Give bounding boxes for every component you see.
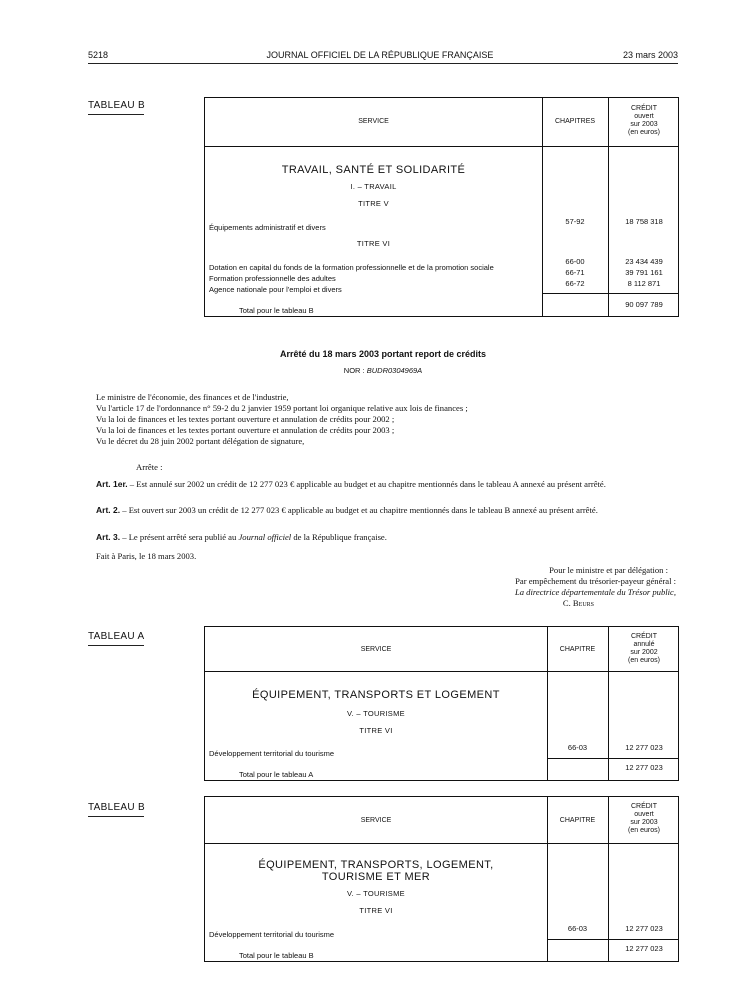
- titre-heading: TITRE VI: [359, 906, 393, 915]
- tableau-b2-table: [204, 796, 679, 962]
- total-value: 12 277 023: [625, 944, 663, 953]
- subsection-title: V. – TOURISME: [347, 889, 405, 898]
- nor-line: NOR : BUDR0304969A: [343, 366, 423, 375]
- col-header-chapitres: CHAPITRES: [554, 118, 596, 125]
- fait-a-paris: Fait à Paris, le 18 mars 2003.: [96, 551, 197, 561]
- total-row: Total pour le tableau B: [239, 300, 539, 310]
- tableau-a-table: [204, 626, 679, 781]
- section-title: TRAVAIL, SANTÉ ET SOLIDARITÉ: [281, 164, 466, 176]
- tableau-b2-label-rule: [88, 816, 144, 817]
- col-header-service: SERVICE: [358, 118, 389, 125]
- signature-block: Pour le ministre et par délégation : Par empêchement du trésorier-payeur général : La directrice départementale du Trésor public, C. Beurs: [514, 565, 676, 608]
- table-row: Équipements administratif et divers: [209, 217, 539, 227]
- credit-cell: 18 758 318: [625, 217, 663, 226]
- tableau-b2-label: TABLEAU B: [88, 802, 145, 813]
- titre-heading: TITRE VI: [359, 726, 393, 735]
- total-row: Total pour le tableau A: [239, 764, 544, 774]
- total-value: 90 097 789: [625, 300, 663, 309]
- arrete-word: Arrête :: [136, 462, 163, 472]
- article-2: Art. 2. – Est ouvert sur 2003 un crédit de 12 277 023 € applicable au budget et au chapitre mentionnés dans le tableau B annexé au présent arrêté.: [96, 505, 598, 515]
- col-header-credit: CRÉDIT ouvert sur 2003 (en euros): [628, 803, 660, 834]
- col-header-credit: CRÉDIT ouvert sur 2003 (en euros): [628, 105, 660, 136]
- article-1: Art. 1er. – Est annulé sur 2002 un crédit de 12 277 023 € applicable au budget et au chapitre mentionnés dans le tableau A annexé au présent arrêté.: [96, 479, 606, 489]
- subsection-title: V. – TOURISME: [347, 709, 405, 718]
- table-row: Dotation en capital du fonds de la formation professionnelle et de la promotion sociale: [209, 257, 539, 267]
- col-header-service: SERVICE: [360, 817, 392, 824]
- tableau-a-label-rule: [88, 645, 144, 646]
- header-rule: [88, 63, 678, 64]
- page-date: 23 mars 2003: [622, 50, 678, 60]
- table-row: Agence nationale pour l'emploi et divers: [209, 279, 539, 289]
- table-row: Formation professionnelle des adultes: [209, 268, 539, 278]
- chapitre-cell: 57-92: [565, 217, 585, 226]
- tableau-b-label: TABLEAU B: [88, 100, 145, 111]
- credit-cell: 8 112 871: [627, 279, 661, 288]
- credit-cell: 12 277 023: [625, 924, 663, 933]
- chapitre-cell: 66-71: [565, 268, 585, 277]
- section-title: ÉQUIPEMENT, TRANSPORTS ET LOGEMENT: [252, 689, 500, 701]
- col-header-service: SERVICE: [360, 646, 392, 653]
- col-header-credit: CRÉDIT annulé sur 2002 (en euros): [628, 633, 660, 664]
- chapitre-cell: 66-03: [567, 743, 588, 752]
- article-3: Art. 3. – Le présent arrêté sera publié au Journal officiel de la République française.: [96, 532, 387, 542]
- col-header-chapitre: CHAPITRE: [559, 646, 596, 653]
- section-title: ÉQUIPEMENT, TRANSPORTS, LOGEMENT, TOURISME ET MER: [258, 859, 494, 883]
- tableau-b-table: [204, 97, 679, 317]
- credit-cell: 23 434 439: [625, 257, 663, 266]
- col-header-chapitre: CHAPITRE: [559, 817, 596, 824]
- credit-cell: 39 791 161: [625, 268, 663, 277]
- credit-cell: 12 277 023: [625, 743, 663, 752]
- tableau-b-label-rule: [88, 114, 144, 115]
- chapitre-cell: 66-72: [565, 279, 585, 288]
- chapitre-cell: 66-03: [567, 924, 588, 933]
- tableau-a-label: TABLEAU A: [88, 631, 145, 642]
- subsection-title: I. – TRAVAIL: [350, 182, 397, 191]
- total-value: 12 277 023: [625, 763, 663, 772]
- table-row: Développement territorial du tourisme: [209, 743, 544, 753]
- total-row: Total pour le tableau B: [239, 945, 544, 955]
- visa-list: Le ministre de l'économie, des finances et de l'industrie, Vu l'article 17 de l'ordonnance n° 59-2 du 2 janvier 1959 portant loi organique relative aux lois de finances ; Vu la loi de finances et les textes portant ouverture et annulation de crédits pour 2002 ; Vu la loi de finances et les textes portant ouverture et annulation de crédits pour 2003 ; Vu le décret du 28 juin 2002 portant délégation de signature,: [96, 392, 468, 446]
- titre-vi-heading: TITRE VI: [356, 239, 391, 248]
- page-number: 5218: [88, 50, 109, 60]
- arrete-title: Arrêté du 18 mars 2003 portant report de crédits: [279, 349, 487, 359]
- journal-title: JOURNAL OFFICIEL DE LA RÉPUBLIQUE FRANÇAISE: [266, 50, 494, 60]
- chapitre-cell: 66-00: [565, 257, 585, 266]
- table-row: Développement territorial du tourisme: [209, 924, 544, 934]
- titre-v-heading: TITRE V: [358, 199, 389, 208]
